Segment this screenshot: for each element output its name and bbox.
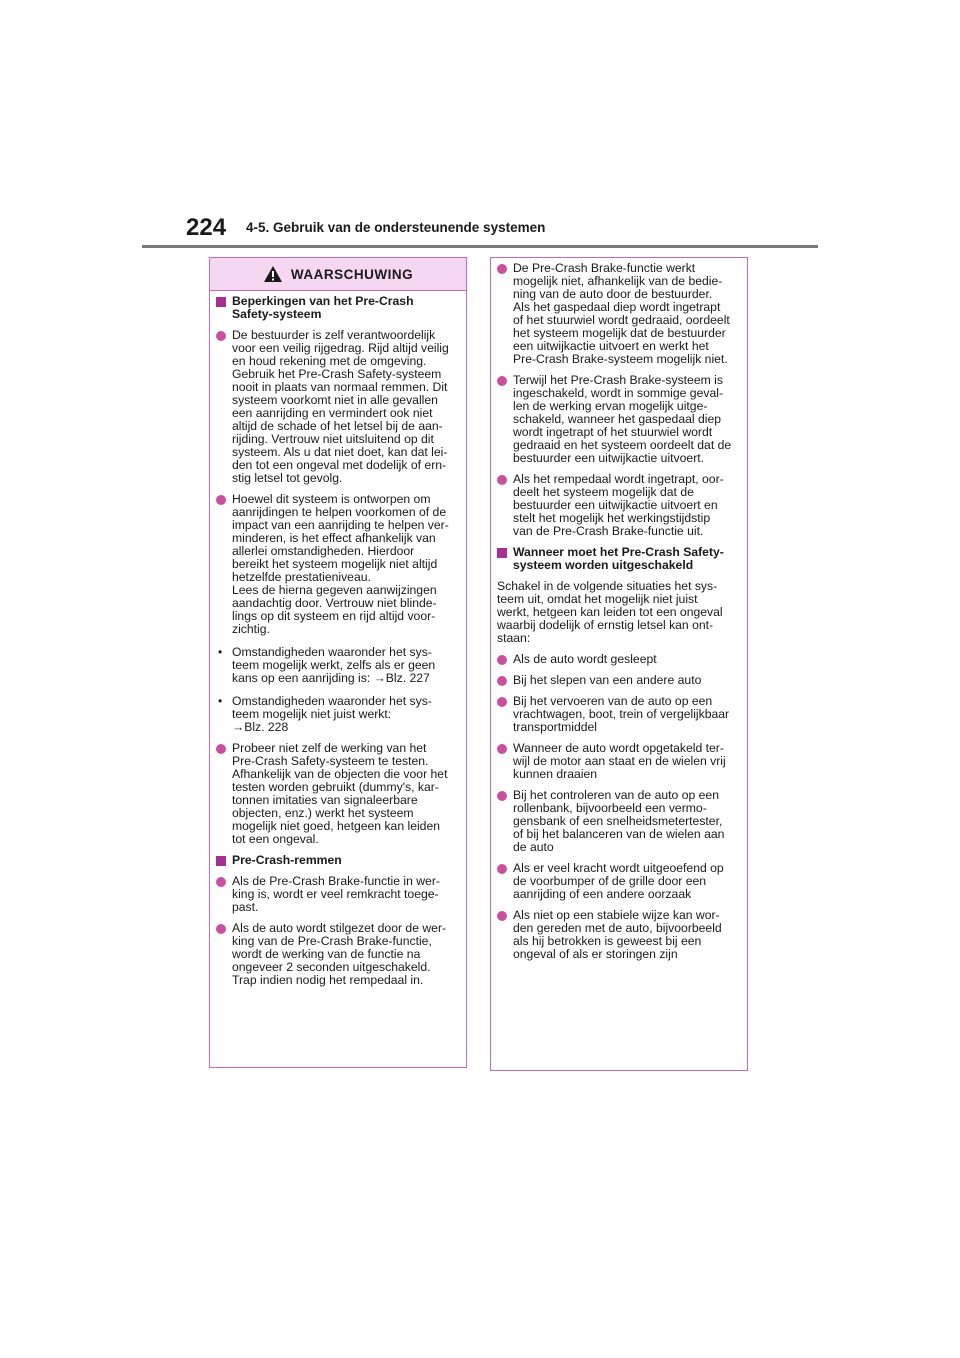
section-heading <box>216 854 460 867</box>
dash-bullet-icon: • <box>218 694 223 708</box>
warning-box <box>209 257 467 1068</box>
warning-triangle-icon <box>263 265 283 283</box>
right-column-box <box>490 257 748 1071</box>
circle-bullet-icon <box>497 376 507 386</box>
circle-bullet-icon <box>497 475 507 485</box>
list-item <box>497 473 741 538</box>
paragraph <box>497 580 741 645</box>
section-heading <box>216 295 460 321</box>
list-item <box>497 374 741 465</box>
item-text: Als de auto wordt stilgezet door de wer- king van de Pre-Crash Brake-functie, wordt de werking van de functie na ongeveer 2 seconden uitgeschakeld. Trap indien nodig het rempedaal in. <box>232 921 447 987</box>
circle-bullet-icon <box>497 676 507 686</box>
circle-bullet-icon <box>497 655 507 665</box>
item-text: Als de Pre-Crash Brake-functie in wer- king is, wordt er veel remkracht toege- past. <box>232 874 440 914</box>
item-text: Terwijl het Pre-Crash Brake-systeem is ingeschakeld, wordt in sommige geval- len de werking ervan mogelijk uitge- schakeld, wanneer het gaspedaal diep wordt ingetrapt of het stuurwiel wordt gedraaid en het systeem oordeelt dat de bestuurder een uitwijkactie uitvoert. <box>513 373 732 465</box>
circle-bullet-icon <box>497 744 507 754</box>
warning-label: WAARSCHUWING <box>290 266 414 282</box>
circle-bullet-icon <box>497 697 507 707</box>
circle-bullet-icon <box>497 264 507 274</box>
left-column-body <box>210 291 466 987</box>
list-item <box>497 653 741 666</box>
item-text: Als de auto wordt gesleept <box>513 652 657 666</box>
item-text: Wanneer de auto wordt opgetakeld ter- wijl de motor aan staat en de wielen vrij kunnen draaien <box>513 741 726 781</box>
square-bullet-icon <box>497 548 507 558</box>
item-text: Probeer niet zelf de werking van het Pre-Crash Safety-systeem te testen. Afhankelijk van de objecten die voor het testen worden gebruikt (dummy's, kar- tonnen imitaties van signaleerbare objecten, enz.) werkt het systeem mogelijk niet goed, hetgeen kan leiden tot een ongeval. <box>232 741 448 846</box>
circle-bullet-icon <box>497 911 507 921</box>
item-text: Als het rempedaal wordt ingetrapt, oor- deelt het systeem mogelijk dat de bestuurder een uitwijkactie uitvoert en stelt het mogelijk het werkingstijdstip van de Pre-Crash Brake-functie uit. <box>513 472 724 538</box>
warning-header <box>210 258 466 291</box>
list-item <box>497 674 741 687</box>
item-text: Als niet op een stabiele wijze kan wor- den gereden met de auto, bijvoorbeeld als hij betrokken is geweest bij een ongeval of als er storingen zijn <box>513 908 722 961</box>
page-number: 224 <box>186 214 227 241</box>
square-bullet-icon <box>216 856 226 866</box>
item-text: Bij het controleren van de auto op een rollenbank, bijvoorbeeld een vermo- gensbank of een snelheidsmetertester, of bij het balanceren van de wielen aan de auto <box>513 788 725 854</box>
section-heading <box>497 546 741 572</box>
circle-bullet-icon <box>216 495 226 505</box>
list-item <box>216 695 460 734</box>
item-text: Bij het slepen van een andere auto <box>513 673 702 687</box>
item-text: Omstandigheden waaronder het sys- teem mogelijk niet juist werkt: →Blz. 228 <box>232 694 432 734</box>
item-text: De bestuurder is zelf verantwoordelijk voor een veilig rijgedrag. Rijd altijd veilig en houd rekening met de omgeving. Gebruik het Pre-Crash Safety-systeem nooit in plaats van normaal remmen. Dit systeem voorkomt niet in alle gevallen een aanrijding en vermindert ook niet altijd de schade of het letsel bij de aan- rijding. Vertrouw niet uitsluitend op dit systeem. Als u dat niet doet, kan dat lei- den tot een ongeval met dodelijk of ern- stig letsel tot gevolg. <box>232 328 449 485</box>
item-text: De Pre-Crash Brake-functie werkt mogelijk niet, afhankelijk van de bedie- ning van de auto door de bestuurder. Als het gaspedaal diep wordt ingetrapt of het stuurwiel wordt gedraaid, oordeelt het systeem mogelijk dat de bestuurder een uitwijkactie uitvoert en werkt het Pre-Crash Brake-systeem mogelijk niet. <box>513 261 730 366</box>
list-item <box>497 262 741 366</box>
list-item <box>216 329 460 485</box>
item-text: Wanneer moet het Pre-Crash Safety- systeem worden uitgeschakeld <box>513 545 724 572</box>
item-text: Pre-Crash-remmen <box>232 853 342 867</box>
circle-bullet-icon <box>497 864 507 874</box>
list-item <box>497 909 741 961</box>
list-item <box>216 875 460 914</box>
list-item <box>497 862 741 901</box>
list-item <box>216 646 460 685</box>
item-text: Beperkingen van het Pre-Crash Safety-systeem <box>232 294 414 321</box>
section-title: 4-5. Gebruik van de ondersteunende systemen <box>246 220 546 235</box>
square-bullet-icon <box>216 297 226 307</box>
header-rule <box>142 245 818 248</box>
list-item <box>216 493 460 636</box>
list-item <box>497 742 741 781</box>
item-text: Bij het vervoeren van de auto op een vrachtwagen, boot, trein of vergelijkbaar transportmiddel <box>513 694 730 734</box>
item-text: Als er veel kracht wordt uitgeoefend op de voorbumper of de grille door een aanrijding of een andere oorzaak <box>513 861 724 901</box>
circle-bullet-icon <box>216 331 226 341</box>
circle-bullet-icon <box>216 877 226 887</box>
dash-bullet-icon: • <box>218 645 223 659</box>
list-item <box>216 922 460 987</box>
item-text: Hoewel dit systeem is ontworpen om aanrijdingen te helpen voorkomen of de impact van een aanrijding te helpen ver- minderen, is het effect afhankelijk van allerlei omstandigheden. Hierdoor bereikt het systeem mogelijk niet altijd hetzelfde prestatieniveau. Lees de hierna gegeven aanwijzingen aandachtig door. Vertrouw niet blinde- lings op dit systeem en rijd altijd voor- zichtig. <box>232 492 449 636</box>
circle-bullet-icon <box>216 744 226 754</box>
circle-bullet-icon <box>216 924 226 934</box>
item-text: Schakel in de volgende situaties het sys- teem uit, omdat het mogelijk niet juist werkt, hetgeen kan leiden tot een ongeval waarbij dodelijk of ernstig letsel kan ont- staan: <box>497 579 723 645</box>
list-item <box>497 695 741 734</box>
item-text: Omstandigheden waaronder het sys- teem mogelijk werkt, zelfs als er geen kans op een aanrijding is: →Blz. 227 <box>232 645 436 685</box>
list-item <box>497 789 741 854</box>
circle-bullet-icon <box>497 791 507 801</box>
list-item <box>216 742 460 846</box>
